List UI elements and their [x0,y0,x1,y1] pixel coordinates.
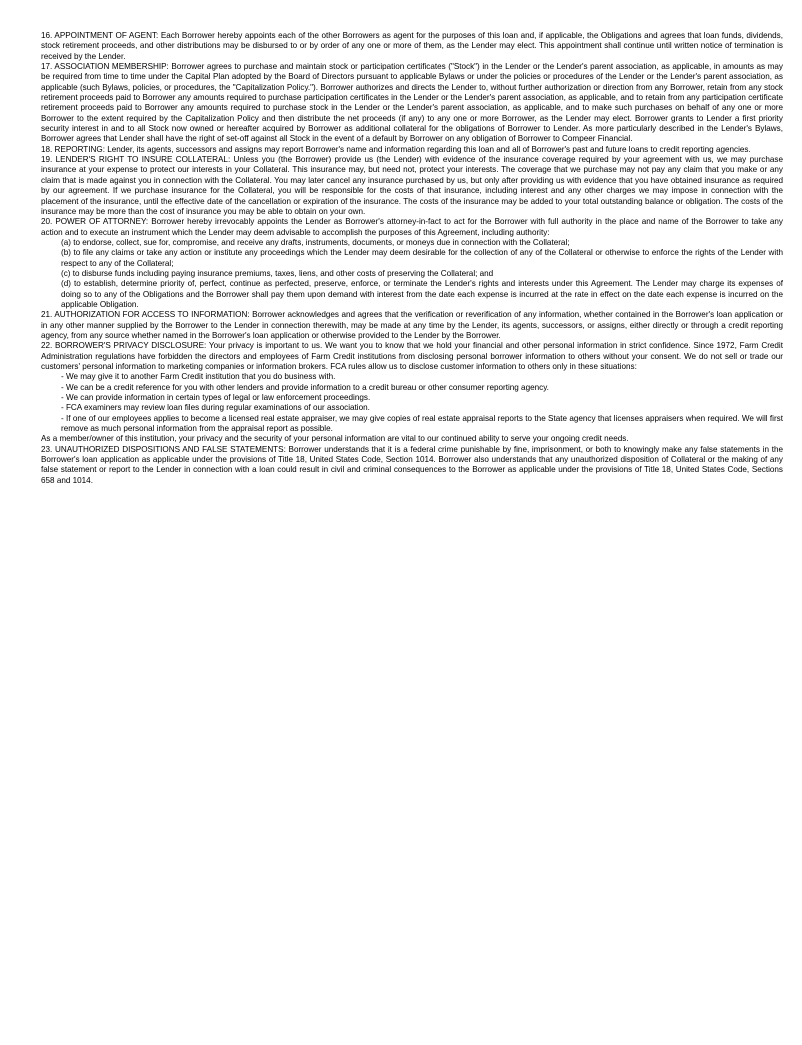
section-22-bullet-3: - We can provide information in certain types of legal or law enforcement proceedings. [61,393,371,403]
section-22-privacy-disclosure: 22. BORROWER'S PRIVACY DISCLOSURE: Your privacy is important to us. We want you to know that we hold your financial and other personal information in strict confidence. Since 1972, Farm Credit Administration regulations have forbidden the directors and employees of Farm Credit institutions from disclosing personal borrower information to others without your consent. We do not sell or trade our customers' personal information to marketing companies or information brokers. FCA rules allow us to disclose customer information to others only in these situations: [41,341,783,371]
section-22-bullet-5: - If one of our employees applies to become a licensed real estate appraiser, we may give copies of real estate appraisal reports to the State agency that licenses appraisers when required. We will first remove as much personal information from the appraisal report as possible. [61,413,783,434]
section-22-bullet-1: - We may give it to another Farm Credit institution that you do business with. [61,372,336,382]
section-16-appointment-of-agent: 16. APPOINTMENT OF AGENT: Each Borrower hereby appoints each of the other Borrowers as agent for the purposes of this loan and, if applicable, the Obligations and agrees that loan funds, dividends, stock retirement proceeds, and other distributions may be disbursed to or by order of any one or more of them, as the Lender may elect. This appointment shall continue until written notice of termination is received by the Lender. [41,31,783,61]
section-18-reporting: 18. REPORTING: Lender, its agents, successors and assigns may report Borrower's name and information regarding this loan and all of Borrower's past and future loans to credit reporting agencies. [41,144,751,154]
section-22-bullet-2: - We can be a credit reference for you with other lenders and provide information to a credit bureau or other consumer reporting agency. [61,382,549,392]
section-21-access-to-information: 21. AUTHORIZATION FOR ACCESS TO INFORMATION: Borrower acknowledges and agrees that the verification or reverification of any information, whether contained in the Borrower's loan application or in any other manner supplied by the Borrower to the Lender in connection therewith, may be made at any time by the Lender, its agents, successors, or assigns, either directly or through a credit reporting agency, from any source whether named in the Borrower's loan application or otherwise provided to the Lender by the Borrower. [41,310,783,340]
section-22-bullet-4: - FCA examiners may review loan files during regular examinations of our association. [61,403,370,413]
section-20-item-b: (b) to file any claims or take any action or institute any proceedings which the Lender may deem desirable for the collection of any of the Collateral or otherwise to enforce the rights of the Lender with respect to any of the Collateral; [61,248,783,268]
section-17-association-membership: 17. ASSOCIATION MEMBERSHIP: Borrower agrees to purchase and maintain stock or participation certificates ("Stock") in the Lender or the Lender's parent association, as applicable, in amounts as may be required from time to time under the Capital Plan adopted by the Board of Directors pursuant to applicable Bylaws or under the policies or procedures of the Lender or the Lender's parent association, as applicable (such Bylaws, policies, or procedures, the "Capitalization Policy."). Borrower authorizes and directs the Lender to, without further authorization or direction from any Borrower, retain from any stock retirement proceeds paid to Borrower any amounts required to purchase participation certificates in the Lender or the Lender's parent association, as applicable, and to retain from any participation certificate retirement proceeds paid to Borrower any amounts required to purchase stock in the Lender or the Lender's parent association, as applicable, and to make such purchases on behalf of any one or more Borrower to the extent required by the Capitalization Policy and then distribute the net proceeds (if any) to any one or more Borrower, as the Lender may elect. Borrower grants to Lender a first priority security interest in and to all Stock now owned or hereafter acquired by Borrower as additional collateral for the obligations of Borrower to Lender. As more particularly described in the Lender's Bylaws, Borrower agrees that Lender shall have the right of set-off against all Stock in the event of a default by Borrower on any obligation of Borrower to Compeer Financial. [41,62,783,144]
section-20-item-a: (a) to endorse, collect, sue for, compromise, and receive any drafts, instruments, documents, or moneys due in connection with the Collateral; [61,237,570,247]
section-23-false-statements: 23. UNAUTHORIZED DISPOSITIONS AND FALSE STATEMENTS: Borrower understands that it is a federal crime punishable by fine, imprisonment, or both to knowingly make any false statements in the Borrower's loan application as applicable under the provisions of Title 18, United States Code, Section 1014. Borrower also understands that any unauthorized disposition of Collateral or the making of any false statement or report to the Lender in connection with a loan could result in civil and criminal consequences to the Borrower as applicable under the provisions of Title 18, United States Code, Sections 658 and 1014. [41,444,783,485]
section-20-power-of-attorney: 20. POWER OF ATTORNEY: Borrower hereby irrevocably appoints the Lender as Borrower's attorney-in-fact to act for the Borrower with full authority in the place and name of the Borrower to take any action and to execute an instrument which the Lender may deem advisable to accomplish the purposes of this Agreement, including authority: [41,217,783,237]
section-19-right-to-insure: 19. LENDER'S RIGHT TO INSURE COLLATERAL: Unless you (the Borrower) provide us (the Lender) with evidence of the insurance coverage required by your agreement with us, we may purchase insurance at your expense to protect our interests in your Collateral. This insurance may, but need not, protect your interests. The coverage that we purchase may not pay any claim that you make or any claim that is made against you in connection with the Collateral. You may later cancel any insurance purchased by us, but only after providing us with evidence that you have obtained insurance as required by our agreement. If we purchase insurance for the Collateral, you will be responsible for the costs of that insurance, including interest and any other charges we may impose in connection with the placement of the insurance, until the effective date of the cancellation or expiration of the insurance. The costs of the insurance may be added to your total outstanding balance or obligation. The costs of the insurance may be more than the cost of insurance you may be able to obtain on your own. [41,155,783,216]
section-20-item-c: (c) to disburse funds including paying insurance premiums, taxes, liens, and other costs of preserving the Collateral; and [61,268,494,278]
section-22-closing: As a member/owner of this institution, your privacy and the security of your personal information are vital to our continued ability to serve your ongoing credit needs. [41,434,629,444]
section-20-item-d: (d) to establish, determine priority of, perfect, continue as perfected, preserve, enforce, or terminate the Lender's rights and interests under this Agreement. The Lender may charge its expenses of doing so to any of the Obligations and the Borrower shall pay them upon demand with interest from the date each expense is incurred at the rate in effect on the date each expense is incurred on the applicable Obligation. [61,279,783,309]
